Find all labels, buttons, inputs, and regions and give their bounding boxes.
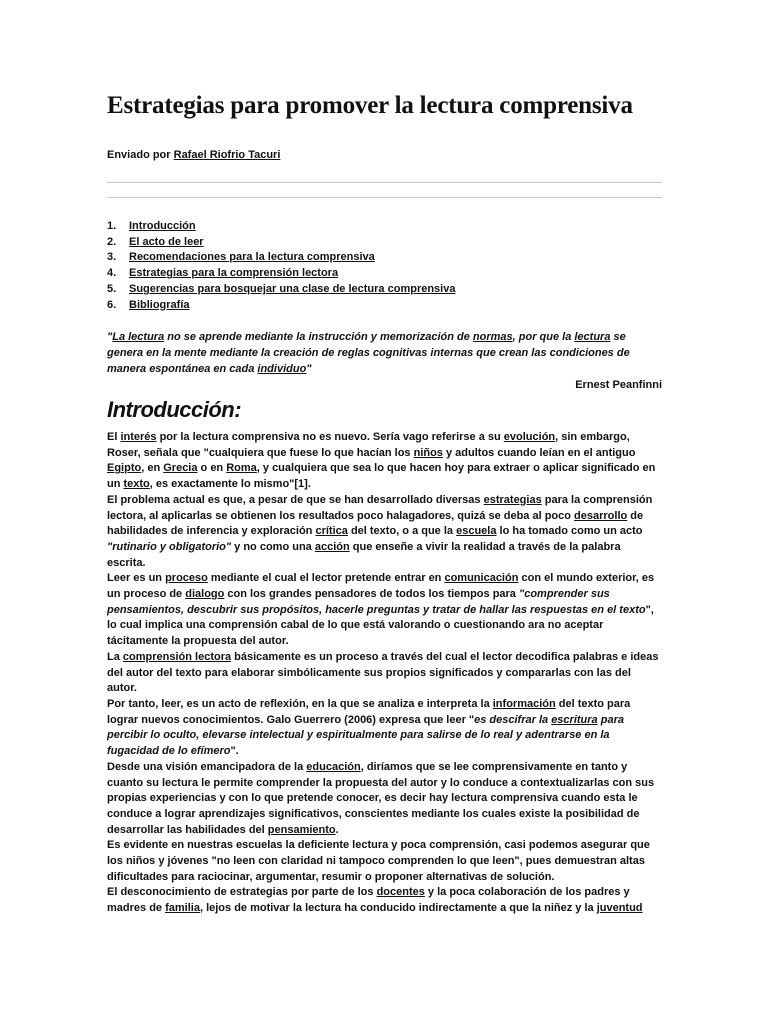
- inline-link[interactable]: niños: [413, 446, 443, 459]
- paragraph: [107, 697, 659, 760]
- quote-author: Ernest Peanfinni: [575, 379, 662, 392]
- text: .: [335, 823, 339, 836]
- inline-link[interactable]: Grecia: [163, 462, 198, 475]
- inline-link[interactable]: docentes: [376, 886, 425, 899]
- divider: [107, 197, 662, 198]
- text: del texto para lograr nuevos conocimientos. Galo Guerrero (2006) expresa que leer ": [107, 697, 631, 726]
- paragraph: [107, 760, 659, 839]
- paragraph: [107, 838, 659, 885]
- text: , es exactamente lo mismo"[1].: [149, 478, 311, 491]
- toc-number: 2.: [107, 235, 117, 248]
- toc-link-bibliografia[interactable]: Bibliografía: [129, 298, 190, 311]
- toc-item: [107, 235, 662, 251]
- toc-number: 4.: [107, 267, 117, 280]
- text: de habilidades de inferencia y exploración: [107, 509, 644, 538]
- toc-number: 6.: [107, 298, 117, 311]
- text: Leer es un: [107, 572, 166, 585]
- text: para la comprensión lectora, al aplicarlas se obtienen los resultados poco halagadores, quizá se deba al poco: [107, 493, 653, 522]
- table-of-contents: [107, 219, 662, 313]
- paragraph: [107, 650, 659, 697]
- inline-link[interactable]: estrategias: [483, 493, 542, 506]
- text: , lejos de motivar la lectura ha conducido indirectamente a que la niñez y la: [199, 902, 597, 915]
- toc-link-estrategias[interactable]: Estrategias para la comprensión lectora: [129, 267, 339, 280]
- text: por la lectura comprensiva no es nuevo. Sería vago referirse a su: [156, 431, 504, 444]
- text: y no como una: [231, 540, 315, 553]
- quote-text: ": [107, 331, 113, 344]
- inline-link[interactable]: escuela: [456, 525, 497, 538]
- text: y la poca colaboración de los padres y madres de: [107, 886, 630, 915]
- inline-link[interactable]: texto: [123, 478, 150, 491]
- byline: [107, 148, 662, 162]
- article-body: [107, 430, 662, 917]
- inline-link[interactable]: Egipto: [107, 462, 142, 475]
- text: ", lo cual implica una comprensión cabal de lo que está valorando o cuestionando ara no aceptar tácitamente la propuesta del autor.: [107, 603, 654, 648]
- italic-text: para percibir lo oculto, elevarse intelectual y espiritualmente para salirse de lo real y adentrarse en la fugacidad de lo efímero: [107, 713, 624, 758]
- text: lo ha tomado como un acto: [496, 525, 643, 538]
- text: Es evidente en nuestras escuelas la deficiente lectura y poca comprensión, casi podemos asegurar que los niños y jóvenes "no leen con claridad ni tampoco comprenden lo que leen", pues demuestran altas dificultades para raciocinar, argumentar, resumir o proponer alternativas de solución.: [107, 839, 650, 883]
- text: El: [107, 431, 121, 444]
- quote-text: no se aprende mediante la instrucción y memorización de: [164, 331, 473, 344]
- toc-item: [107, 298, 662, 314]
- italic-text: "rutinario y obligatorio": [107, 540, 232, 553]
- text: , diríamos que se lee comprensivamente en tanto y cuanto su lectura le permite comprender la propuesta del autor y lo conduce a contextualizarlas con sus propias experiencias y con lo que pretende conocer, es decir hay lectura comprensiva cuando esta le conduce a lograr aprendizajes significativos, conscientes mediante los cuales existe la posibilidad de desarrollar las habilidades del: [107, 760, 655, 836]
- divider: [107, 182, 662, 183]
- toc-link-sugerencias[interactable]: Sugerencias para bosquejar una clase de lectura comprensiva: [129, 282, 456, 295]
- text: El problema actual es que, a pesar de que se han desarrollado diversas: [107, 493, 484, 506]
- inline-link[interactable]: información: [492, 697, 556, 710]
- toc-item: [107, 250, 662, 266]
- paragraph: [107, 493, 659, 572]
- text: mediante el cual el lector pretende entrar en: [207, 572, 445, 585]
- inline-link[interactable]: interés: [120, 431, 157, 444]
- toc-item: [107, 282, 662, 298]
- toc-link-acto-de-leer[interactable]: El acto de leer: [129, 235, 204, 248]
- quote-link[interactable]: lectura: [574, 331, 611, 344]
- text: del texto, o a que la: [347, 525, 457, 538]
- paragraph: [107, 430, 659, 493]
- quote-text: , por que la: [512, 331, 575, 344]
- text: El desconocimiento de estrategias por parte de los: [107, 886, 377, 899]
- text: , en: [141, 462, 164, 475]
- quote-link[interactable]: individuo: [257, 362, 307, 375]
- toc-number: 5.: [107, 282, 117, 295]
- text: con el mundo exterior, es un proceso de: [107, 572, 655, 601]
- inline-link[interactable]: familia: [165, 902, 200, 915]
- inline-link[interactable]: Roma: [226, 462, 257, 475]
- inline-link[interactable]: escritura: [551, 713, 598, 726]
- inline-link[interactable]: educación: [306, 760, 361, 773]
- paragraph: [107, 885, 659, 916]
- text: con los grandes pensadores de todos los tiempos para: [224, 588, 519, 601]
- inline-link[interactable]: dialogo: [185, 588, 225, 601]
- quote-link[interactable]: La lectura: [112, 331, 165, 344]
- text: Por tanto, leer, es un acto de reflexión, en la que se analiza e interpreta la: [107, 697, 493, 710]
- text: La: [107, 650, 123, 663]
- article: [107, 0, 662, 917]
- toc-number: 3.: [107, 251, 117, 264]
- inline-link[interactable]: proceso: [165, 572, 208, 585]
- quote-text: ": [306, 362, 312, 375]
- text: básicamente es un proceso a través del cual el lector decodifica palabras e ideas del autor del texto para elaborar simbólicamente sus propios significados y compararlas con las del autor.: [107, 650, 659, 695]
- text: Desde una visión emancipadora de la: [107, 760, 307, 773]
- text: que enseñe a vivir la realidad a través de la palabra escrita.: [107, 540, 621, 569]
- inline-link[interactable]: desarrollo: [574, 509, 628, 522]
- toc-item: [107, 266, 662, 282]
- italic-text: es descifrar la: [474, 713, 552, 726]
- text: , sin embargo, Roser, señala que "cualquiera que fuese lo que hacían los: [107, 431, 630, 459]
- toc-item: [107, 219, 662, 235]
- inline-link[interactable]: pensamiento: [267, 823, 336, 836]
- inline-link[interactable]: acción: [314, 540, 350, 553]
- paragraph: [107, 571, 659, 650]
- author-link[interactable]: Rafael Riofrio Tacuri: [173, 149, 281, 161]
- text: o en: [197, 462, 227, 475]
- inline-link[interactable]: juventud: [596, 902, 643, 915]
- inline-link[interactable]: evolución: [503, 431, 556, 444]
- italic-text: "comprender sus pensamientos, descubrir sus propósitos, hacerle preguntas y tratar de hallar las respuestas en el texto: [107, 588, 646, 616]
- text: ".: [230, 745, 239, 758]
- inline-link[interactable]: comprensión lectora: [122, 650, 232, 663]
- quote-link[interactable]: normas: [472, 331, 513, 344]
- toc-number: 1.: [107, 220, 117, 232]
- text: y adultos cuando leían en el antiguo: [442, 446, 636, 459]
- inline-link[interactable]: crítica: [315, 525, 348, 538]
- toc-link-introduccion[interactable]: Introducción: [129, 220, 196, 232]
- text: , y cualquiera que sea lo que hacen hoy para extraer o aplicar significado en un: [107, 462, 656, 491]
- epigraph-quote: [107, 330, 657, 377]
- toc-link-recomendaciones[interactable]: Recomendaciones para la lectura comprensiva: [129, 251, 375, 264]
- section-heading-introduccion: Introducción:: [107, 397, 242, 423]
- page-title: Estrategias para promover la lectura comprensiva: [107, 92, 633, 119]
- quote-text: se genera en la mente mediante la creación de reglas cognitivas internas que crean las condiciones de manera espontánea en cada: [107, 331, 630, 375]
- inline-link[interactable]: comunicación: [444, 572, 519, 585]
- byline-prefix: Enviado por: [107, 149, 174, 161]
